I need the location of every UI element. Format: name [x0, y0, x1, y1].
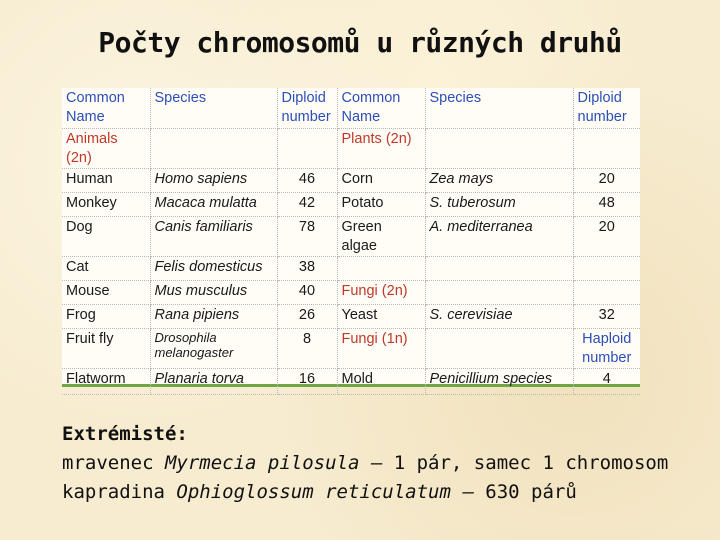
header-common-name-right-text: Common Name [341, 90, 401, 125]
header-common-name-right [337, 88, 425, 128]
empty-cell [573, 280, 640, 304]
header-diploid-left: Diploid number [277, 88, 337, 128]
fungi-common: Mold [337, 368, 425, 394]
header-species-left: Species [150, 88, 277, 128]
group-fungi-2n: Fungi (2n) [337, 280, 425, 304]
plant-common: Corn [337, 168, 425, 192]
table-row [62, 216, 640, 256]
chromosome-table [62, 88, 640, 387]
fungi-number: 32 [573, 304, 640, 328]
animal-species: Rana pipiens [150, 304, 277, 328]
group-animals: Animals (2n) [62, 128, 150, 168]
animal-species: Macaca mulatta [150, 192, 277, 216]
table-row [62, 368, 640, 394]
animal-number: 46 [277, 168, 337, 192]
plant-common: Green algae [337, 216, 425, 256]
ant-species: Myrmecia pilosula [164, 452, 360, 474]
animal-common: Dog [62, 216, 150, 256]
empty-cell [425, 328, 573, 368]
animal-common: Fruit fly [62, 328, 150, 368]
table-row [62, 328, 640, 368]
plant-number: 48 [573, 192, 640, 216]
plant-species: A. mediterranea [425, 216, 573, 256]
plant-species: S. tuberosum [425, 192, 573, 216]
animal-common: Mouse [62, 280, 150, 304]
animal-common: Frog [62, 304, 150, 328]
table-row [62, 280, 640, 304]
empty-cell [150, 128, 277, 168]
group-fungi-1n: Fungi (1n) [337, 328, 425, 368]
animal-common: Cat [62, 256, 150, 280]
animal-number: 26 [277, 304, 337, 328]
animal-number: 8 [277, 328, 337, 368]
animal-number: 78 [277, 216, 337, 256]
fern-suffix: – 630 párů [450, 481, 577, 503]
fungi-species: S. cerevisiae [425, 304, 573, 328]
empty-cell [425, 128, 573, 168]
table-row [62, 304, 640, 328]
table-row [62, 168, 640, 192]
plant-common: Potato [337, 192, 425, 216]
header-diploid-right: Diploid number [573, 88, 640, 128]
fungi-number: 4 [573, 368, 640, 394]
animal-common: Flatworm [62, 368, 150, 394]
plant-number: 20 [573, 168, 640, 192]
animal-species: Homo sapiens [150, 168, 277, 192]
slide-title: Počty chromosomů u různých druhů [98, 26, 622, 59]
animal-species: Canis familiaris [150, 216, 277, 256]
fern-prefix: kapradina [62, 481, 177, 503]
animal-number: 42 [277, 192, 337, 216]
extremes-line-fern [62, 478, 702, 507]
empty-cell [573, 256, 640, 280]
table-row [62, 192, 640, 216]
animal-common: Human [62, 168, 150, 192]
fern-species: Ophioglossum reticulatum [176, 481, 451, 503]
empty-cell [425, 256, 573, 280]
extremes-note [62, 420, 702, 507]
empty-cell [337, 256, 425, 280]
ant-prefix: mravenec [62, 452, 165, 474]
group-plants: Plants (2n) [337, 128, 425, 168]
animal-species: Planaria torva [150, 368, 277, 394]
plant-number: 20 [573, 216, 640, 256]
empty-cell [277, 128, 337, 168]
animal-number: 38 [277, 256, 337, 280]
empty-cell [425, 280, 573, 304]
group-haploid-number: Haploid number [573, 328, 640, 368]
header-common-name-left: Common Name [62, 88, 150, 128]
extremes-line-ant [62, 449, 702, 478]
animal-common: Monkey [62, 192, 150, 216]
animal-species: Felis domesticus [150, 256, 277, 280]
animal-number: 16 [277, 368, 337, 394]
animal-species: Mus musculus [150, 280, 277, 304]
plant-species: Zea mays [425, 168, 573, 192]
animal-species: Drosophila melanogaster [150, 328, 277, 368]
animal-number: 40 [277, 280, 337, 304]
table-row [62, 256, 640, 280]
fungi-species: Penicillium species [425, 368, 573, 394]
ant-suffix: – 1 pár, samec 1 chromosom [359, 452, 669, 474]
extremes-heading: Extrémisté: [62, 423, 188, 445]
header-species-right: Species [425, 88, 573, 128]
fungi-common: Yeast [337, 304, 425, 328]
empty-cell [573, 128, 640, 168]
